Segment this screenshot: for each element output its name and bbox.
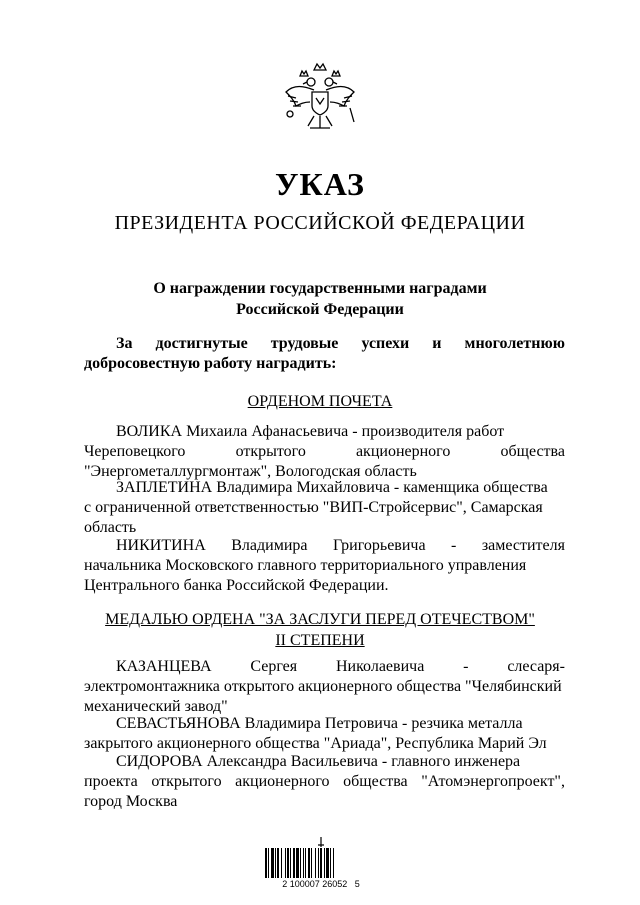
- barcode-bar: [330, 848, 331, 878]
- barcode-bar: [305, 848, 306, 878]
- barcode-bar: [287, 848, 289, 878]
- entry-word: открытого: [151, 773, 222, 790]
- entry-line: [84, 536, 565, 556]
- intro-word: успехи: [361, 335, 410, 352]
- barcode-bar: [285, 848, 286, 878]
- entry-word: общества: [500, 443, 565, 460]
- barcode-bar: [308, 848, 310, 878]
- document-subtitle: ПРЕЗИДЕНТА РОССИЙСКОЙ ФЕДЕРАЦИИ: [114, 212, 526, 234]
- entry-line: СИДОРОВА Александра Васильевича - главного инженера: [116, 753, 521, 770]
- intro-word: и: [432, 335, 442, 352]
- barcode-bar: [300, 848, 301, 878]
- intro-word: достигнутые: [155, 335, 248, 352]
- entry-line: Центрального банка Российской Федерации.: [84, 577, 389, 594]
- entry-line: область: [84, 519, 137, 536]
- entry-word: открытого: [235, 443, 306, 460]
- entry-word: НИКИТИНА: [116, 537, 206, 554]
- entry-word: Череповецкого: [84, 443, 186, 460]
- entry-word: проекта: [84, 773, 138, 790]
- entry-word: -: [463, 658, 469, 675]
- award-entry: [84, 478, 565, 538]
- barcode-bar: [324, 848, 325, 878]
- entry-word: акционерного: [235, 773, 330, 790]
- section-heading-order-of-honour: [0, 391, 640, 412]
- award-entry: [84, 536, 565, 596]
- entry-line: [84, 657, 565, 677]
- entry-word: Владимира: [231, 537, 308, 554]
- subject-line-1: О награждении государственными наградами: [153, 280, 487, 297]
- entry-word: Григорьевича: [332, 537, 426, 554]
- intro-line-2: добросовестную работу наградить:: [84, 355, 337, 372]
- award-entry: [84, 422, 565, 482]
- barcode-bar: [281, 848, 282, 878]
- section-heading-text: II СТЕПЕНИ: [275, 632, 365, 649]
- barcode-bar: [290, 848, 291, 878]
- entry-word: общества: [343, 773, 408, 790]
- entry-line: ЗАПЛЕТИНА Владимира Михайловича - каменщика общества: [116, 479, 548, 496]
- intro-word: За: [116, 335, 133, 352]
- intro-word: многолетнюю: [464, 335, 565, 352]
- entry-word: "Атомэнергопроект",: [421, 773, 565, 790]
- barcode-bar: [318, 848, 319, 878]
- entry-word: КАЗАНЦЕВА: [116, 658, 212, 675]
- intro-line-1: [84, 334, 565, 354]
- intro-paragraph: [84, 334, 565, 374]
- barcode-icon: [265, 848, 377, 878]
- entry-word: Николаевича: [335, 658, 425, 675]
- section-heading-medal-of-order: [0, 609, 640, 651]
- section-heading-text: МЕДАЛЬЮ ОРДЕНА "ЗА ЗАСЛУГИ ПЕРЕД ОТЕЧЕСТВОМ": [105, 611, 535, 628]
- barcode-bar: [275, 848, 276, 878]
- barcode-bar: [293, 848, 295, 878]
- barcode-bar: [277, 848, 279, 878]
- barcode-bar: [268, 848, 269, 878]
- entry-line: закрытого акционерного общества "Ариада", Республика Марий Эл: [84, 735, 547, 752]
- entry-line: начальника Московского главного территориального управления: [84, 557, 527, 574]
- section-heading-text: ОРДЕНОМ ПОЧЕТА: [247, 393, 393, 410]
- russian-coat-of-arms-icon: [276, 56, 364, 144]
- decree-subject: [0, 278, 640, 320]
- barcode-bar: [303, 848, 304, 878]
- entry-word: заместителя: [481, 537, 565, 554]
- barcode-bar: [315, 848, 316, 878]
- subject-line-2: Российской Федерации: [236, 301, 404, 318]
- barcode-number: 2 100007 26052 5: [282, 879, 360, 889]
- entry-line: СЕВАСТЬЯНОВА Владимира Петровича - резчика металла: [116, 715, 523, 732]
- entry-line: [84, 772, 565, 792]
- barcode-bar: [296, 848, 299, 878]
- barcode-bar: [265, 848, 267, 878]
- barcode-bar: [326, 848, 329, 878]
- barcode-bar: [271, 848, 274, 878]
- entry-line: "Энергометаллургмонтаж", Вологодская область: [84, 463, 417, 480]
- entry-word: -: [451, 537, 457, 554]
- entry-word: Сергея: [250, 658, 298, 675]
- barcode-mark-icon: [318, 837, 324, 847]
- entry-line: город Москва: [84, 793, 178, 810]
- award-entry: [84, 714, 565, 754]
- document-title: УКАЗ: [275, 166, 365, 202]
- entry-line: ВОЛИКА Михаила Афанасьевича - производителя работ: [116, 423, 505, 440]
- barcode-bar: [311, 848, 312, 878]
- award-entry: [84, 657, 565, 717]
- barcode-bar: [320, 848, 322, 878]
- intro-word: трудовые: [270, 335, 339, 352]
- entry-line: электромонтажника открытого акционерного общества "Челябинский: [84, 678, 562, 695]
- award-entry: [84, 752, 565, 812]
- entry-line: механический завод": [84, 698, 228, 715]
- entry-word: слесаря-: [507, 658, 565, 675]
- entry-line: [84, 442, 565, 462]
- entry-line: с ограниченной ответственностью "ВИП-Стройсервис", Самарская: [84, 499, 543, 516]
- entry-word: акционерного: [355, 443, 451, 460]
- barcode-bar: [333, 848, 334, 878]
